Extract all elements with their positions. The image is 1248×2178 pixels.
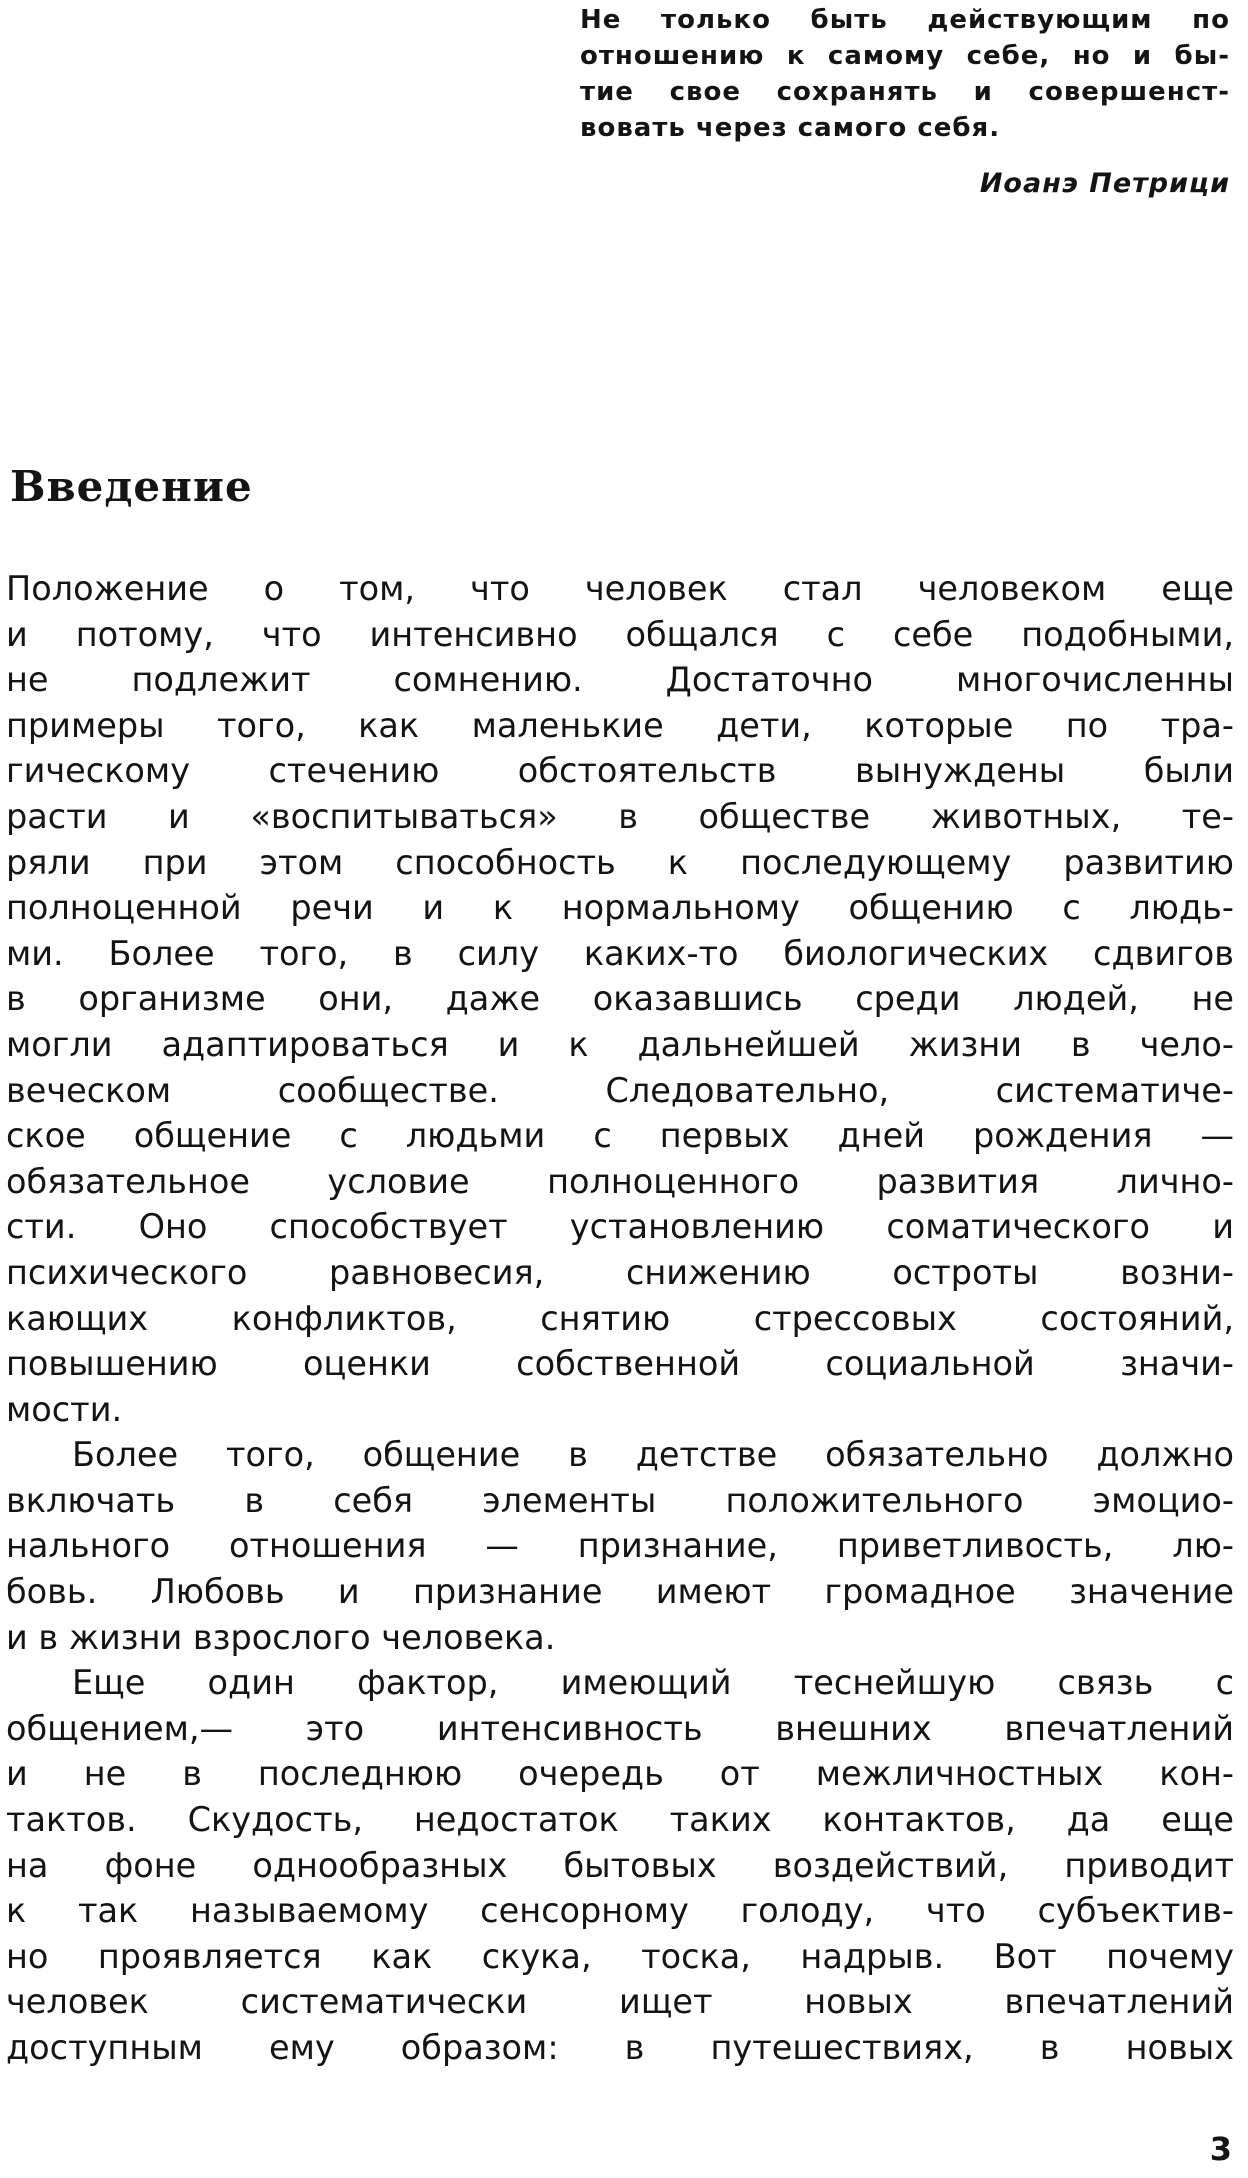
text-line: примеры того, как маленькие дети, которые по тра-	[6, 705, 1234, 745]
text-line: и не в последнюю очередь от межличностных кон-	[6, 1754, 1234, 1794]
epigraph-author: Иоанэ Петрици	[979, 168, 1230, 199]
text-line: нального отношения — признание, приветливость, лю-	[6, 1526, 1234, 1566]
text-line: Еще один фактор, имеющий теснейшую связь с	[72, 1663, 1234, 1703]
text-line: Положение о том, что человек стал человеком еще	[6, 569, 1234, 608]
body-text	[6, 566, 1234, 2071]
text-line: ское общение с людьми с первых дней рождения —	[6, 1116, 1234, 1156]
text-line: тактов. Скудость, недостаток таких контактов, да еще	[6, 1800, 1234, 1840]
text-line: сти. Оно способствует установлению соматического и	[6, 1207, 1234, 1247]
text-line: ряли при этом способность к последующему развитию	[6, 842, 1234, 882]
epigraph-line: тие свое сохранять и совершенст-	[580, 77, 1230, 107]
text-line: в организме они, даже оказавшись среди людей, не	[6, 979, 1234, 1019]
text-line: расти и «воспитываться» в обществе животных, те-	[6, 796, 1234, 836]
text-line: веческом сообществе. Следовательно, систематиче-	[6, 1070, 1234, 1110]
epigraph-line: вовать через самого себя.	[580, 113, 1001, 143]
text-line: к так называемому сенсорному голоду, что субъектив-	[6, 1891, 1234, 1931]
text-line: на фоне однообразных бытовых воздействий, приводит	[6, 1845, 1234, 1885]
text-line: могли адаптироваться и к дальнейшей жизни в чело-	[6, 1024, 1234, 1064]
epigraph-line: отношению к самому себе, но и бы-	[580, 41, 1230, 71]
page-number: 3	[1209, 2130, 1232, 2168]
text-line: включать в себя элементы положительного эмоцио-	[6, 1480, 1234, 1520]
text-line: доступным ему образом: в путешествиях, в новых	[6, 2028, 1234, 2067]
text-line: обязательное условие полноценного развития лично-	[6, 1161, 1234, 1201]
text-line: гическому стечению обстоятельств вынуждены были	[6, 751, 1234, 791]
text-line: ми. Более того, в силу каких-то биологических сдвигов	[6, 933, 1234, 973]
text-line: не подлежит сомнению. Достаточно многочисленны	[6, 660, 1234, 700]
text-line: бовь. Любовь и признание имеют громадное значение	[6, 1572, 1234, 1612]
paragraph-1	[6, 566, 1234, 1432]
text-line: и в жизни взрослого человека.	[6, 1617, 556, 1657]
paragraph-3	[6, 1660, 1234, 2070]
text-line: повышению оценки собственной социальной значи-	[6, 1344, 1234, 1384]
paragraph-2	[6, 1432, 1234, 1660]
epigraph-line: Не только быть действующим по	[580, 5, 1230, 35]
text-line: кающих конфликтов, снятию стрессовых состояний,	[6, 1298, 1234, 1338]
text-line: общением,— это интенсивность внешних впечатлений	[6, 1708, 1234, 1748]
text-line: но проявляется как скука, тоска, надрыв. Вот почему	[6, 1936, 1234, 1976]
text-line: мости.	[6, 1389, 123, 1429]
text-line: психического равновесия, снижению остроты возни-	[6, 1252, 1234, 1292]
section-heading: Введение	[10, 462, 253, 511]
text-line: полноценной речи и к нормальному общению с людь-	[6, 888, 1234, 928]
text-line: Более того, общение в детстве обязательно должно	[72, 1435, 1234, 1475]
text-line: и потому, что интенсивно общался с себе подобными,	[6, 614, 1234, 654]
epigraph	[580, 2, 1230, 146]
text-line: человек систематически ищет новых впечатлений	[6, 1982, 1234, 2022]
